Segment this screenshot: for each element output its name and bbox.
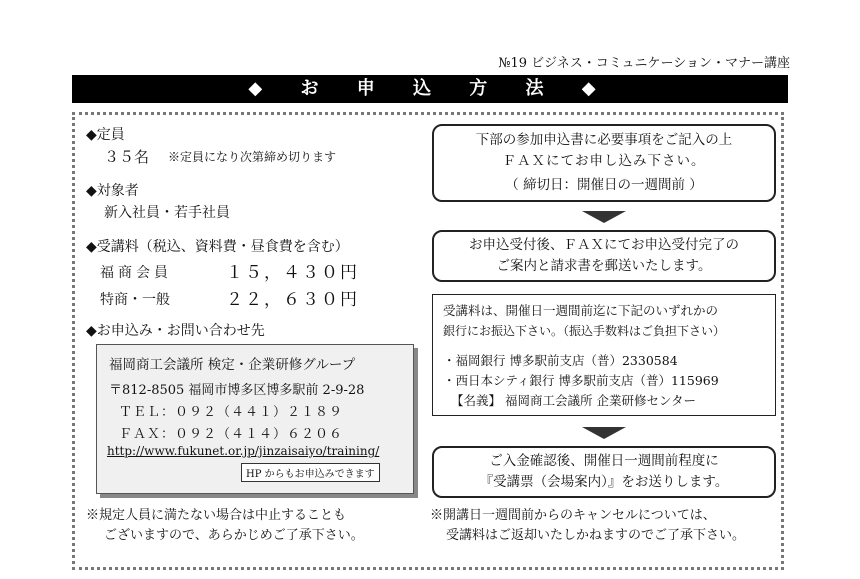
step1-line2: ＦＡＸにてお申し込み下さい。: [502, 153, 706, 169]
fee-member-label: 福商会員: [100, 265, 172, 281]
step1-line1: 下部の参加申込書に必要事項をご記入の上: [475, 132, 733, 148]
contact-fax: ＦＡＸ：０９２（４１４）６２０６: [119, 427, 344, 442]
capacity-heading: ◆定員: [86, 127, 125, 143]
account-name: 【名義】 福岡商工会議所 企業研修センター: [451, 393, 696, 408]
target-value: 新入社員・若手社員: [104, 205, 230, 221]
payment-line1: 受講料は、開催日一週間前迄に下記のいずれかの: [443, 303, 719, 318]
step4-box: [432, 446, 776, 498]
fee-general-value: ２２，６３０円: [226, 290, 359, 310]
contact-org: 福岡商工会議所 検定・企業研修グループ: [109, 357, 356, 373]
step1-line3: （ 締切日：開催日の一週間前 ）: [505, 177, 703, 193]
arrow-down-icon: [582, 427, 626, 439]
payment-box: [432, 294, 776, 416]
arrow-down-icon: [582, 211, 626, 223]
fee-heading: ◆受講料（税込、資料費・昼食費を含む）: [86, 239, 349, 255]
payment-line2: 銀行にお振込下さい。（振込手数料はご負担下さい）: [443, 324, 726, 338]
cancel-note-line2: ございますので、あらかじめご了承下さい。: [104, 528, 364, 543]
hp-apply-note: HP からもお申込みできます: [241, 463, 380, 482]
contact-box: [96, 344, 414, 494]
fee-general-label: 特商・一般: [100, 292, 170, 308]
step4-line1: ご入金確認後、開催日一週間前程度に: [489, 453, 719, 469]
step4-line2: 『受講票（会場案内）』をお送りします。: [479, 474, 729, 490]
target-heading: ◆対象者: [86, 183, 139, 199]
capacity-value: ３５名: [104, 148, 150, 166]
section-banner: ◆ お 申 込 方 法 ◆: [72, 75, 788, 103]
contact-address: 〒812-8505 福岡市博多区博多駅前 2-9-28: [109, 383, 365, 398]
bank-2: ・西日本シティ銀行 博多駅前支店（普）115969: [443, 373, 719, 388]
fee-member-value: １５，４３０円: [226, 263, 359, 283]
step2-line1: お申込受付後、ＦＡＸにてお申込受付完了の: [469, 237, 739, 253]
capacity-note: ※定員になり次第締め切ります: [168, 150, 337, 164]
bank-1: ・福岡銀行 博多駅前支店（普）2330584: [443, 353, 678, 368]
step2-box: [432, 230, 776, 282]
contact-heading: ◆お申込み・お問い合わせ先: [86, 323, 265, 339]
contact-tel: ＴＥＬ：０９２（４４１）２１８９: [119, 405, 344, 420]
refund-note-line2: 受講料はご返却いたしかねますのでご了承下さい。: [446, 528, 746, 543]
cancel-note-line1: ※規定人員に満たない場合は中止することも: [86, 508, 347, 523]
step1-box: [432, 124, 776, 202]
step2-line2: ご案内と請求書を郵送いたします。: [496, 258, 712, 274]
contact-url-link[interactable]: http://www.fukunet.or.jp/jinzaisaiyo/training/: [107, 444, 380, 458]
refund-note-line1: ※開講日一週間前からのキャンセルについては、: [430, 508, 716, 523]
course-title: №19 ビジネス・コミュニケーション・マナー講座: [498, 56, 790, 71]
